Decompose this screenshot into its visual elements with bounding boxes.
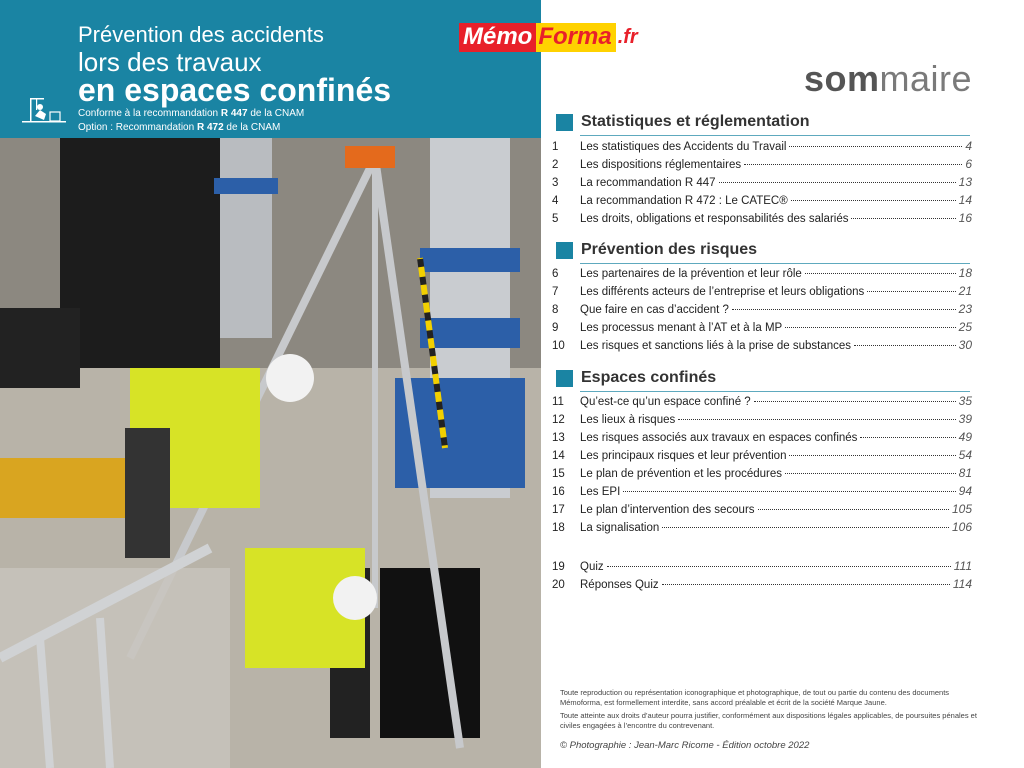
toc-page: 13: [958, 175, 972, 189]
toc-item-4[interactable]: [552, 193, 972, 211]
toc-label: Les droits, obligations et responsabilités des salariés: [580, 213, 849, 225]
toc-label: Les EPI: [580, 486, 621, 498]
toc-page: 16: [958, 211, 972, 225]
toc-number: 8: [552, 304, 559, 316]
logo-forma: Forma: [536, 23, 615, 52]
title-line-2: lors des travaux: [78, 47, 262, 77]
toc-leader: [732, 309, 956, 310]
toc-label: Les partenaires de la prévention et leur rôle: [580, 268, 802, 280]
section-divider: [580, 135, 970, 136]
toc-item-10[interactable]: [552, 338, 972, 356]
toc-page: 35: [958, 394, 972, 408]
toc-leader: [662, 584, 950, 585]
toc-item-16[interactable]: [552, 484, 972, 502]
toc-leader: [789, 146, 962, 147]
toc-number: 18: [552, 522, 565, 534]
toc-label: Qu’est-ce qu’un espace confiné ?: [580, 396, 751, 408]
toc-page: 111: [953, 559, 972, 573]
toc-page: 81: [958, 466, 972, 480]
section-title: Prévention des risques: [581, 241, 758, 258]
toc-item-15[interactable]: [552, 466, 972, 484]
toc-page: 105: [951, 502, 972, 516]
toc-item-5[interactable]: [552, 211, 972, 229]
toc-page: 21: [958, 284, 972, 298]
toc-number: 20: [552, 579, 565, 591]
section-espaces-confines: [556, 369, 716, 387]
toc-page: 49: [958, 430, 972, 444]
section-divider: [580, 263, 970, 264]
toc-label: Que faire en cas d’accident ?: [580, 304, 729, 316]
toc-item-18[interactable]: [552, 520, 972, 538]
title-banner: [0, 0, 541, 138]
toc-number: 1: [552, 141, 559, 153]
legal-notice-1: Toute reproduction ou représentation iconographique et photographique, de tout ou partie du contenu des documents Mémoforma, est formellement interdite, sans accord préalable et écrit de la société Marque Jaune.: [560, 688, 950, 707]
toc-leader: [678, 419, 955, 420]
toc-item-17[interactable]: [552, 502, 972, 520]
memoforma-logo: [459, 22, 638, 52]
toc-number: 14: [552, 450, 565, 462]
toc-label: Les risques et sanctions liés à la prise de substances: [580, 340, 852, 352]
toc-page: 39: [958, 412, 972, 426]
toc-leader: [854, 345, 956, 346]
title-line-3: en espaces confinés: [78, 72, 392, 108]
toc-leader: [805, 273, 956, 274]
toc-leader: [607, 566, 951, 567]
title-line-1: Prévention des accidents: [78, 22, 324, 47]
toc-leader: [789, 455, 955, 456]
toc-item-14[interactable]: [552, 448, 972, 466]
toc-page: 94: [958, 484, 972, 498]
toc-number: 4: [552, 195, 559, 207]
toc-page: 6: [965, 157, 972, 171]
section-marker-icon: [556, 242, 573, 259]
toc-number: 3: [552, 177, 559, 189]
toc-page: 14: [958, 193, 972, 207]
toc-number: 12: [552, 414, 565, 426]
section-statistiques: [556, 113, 810, 131]
toc-label: Les principaux risques et leur prévention: [580, 450, 787, 462]
toc-label: La recommandation R 472 : Le CATEC®: [580, 195, 788, 207]
toc-number: 11: [552, 396, 564, 408]
toc-page: 4: [965, 139, 972, 153]
toc-item-8[interactable]: [552, 302, 972, 320]
toc-item-11[interactable]: [552, 394, 972, 412]
toc-number: 17: [552, 504, 565, 516]
section-divider: [580, 391, 970, 392]
toc-number: 6: [552, 268, 559, 280]
toc-number: 19: [552, 561, 565, 573]
cover-photo: [0, 138, 541, 768]
toc-leader: [860, 437, 955, 438]
toc-item-1[interactable]: [552, 139, 972, 157]
photo-credit: © Photographie : Jean-Marc Ricome - Édition octobre 2022: [560, 740, 810, 751]
toc-label: Le plan d’intervention des secours: [580, 504, 755, 516]
section-marker-icon: [556, 370, 573, 387]
toc-item-12[interactable]: [552, 412, 972, 430]
logo-tld: .fr: [617, 25, 638, 48]
toc-label: Les processus menant à l’AT et à la MP: [580, 322, 783, 334]
toc-leader: [791, 200, 956, 201]
toc-label: Réponses Quiz: [580, 579, 659, 591]
option-note: Option : Recommandation R 472 de la CNAM: [78, 122, 281, 133]
toc-item-13[interactable]: [552, 430, 972, 448]
toc-label: Les différents acteurs de l’entreprise et leurs obligations: [580, 286, 865, 298]
toc-item-7[interactable]: [552, 284, 972, 302]
toc-page: 106: [951, 520, 972, 534]
toc-item-20[interactable]: [552, 577, 972, 595]
toc-page: 25: [958, 320, 972, 334]
toc-item-9[interactable]: [552, 320, 972, 338]
toc-label: Les lieux à risques: [580, 414, 676, 426]
logo-memo: Mémo: [459, 23, 536, 52]
toc-number: 13: [552, 432, 565, 444]
toc-item-19[interactable]: [552, 559, 972, 577]
section-title: Statistiques et réglementation: [581, 113, 810, 130]
section-prevention: [556, 241, 757, 259]
toc-number: 10: [552, 340, 565, 352]
section-title: Espaces confinés: [581, 369, 717, 386]
toc-label: Les statistiques des Accidents du Travail: [580, 141, 787, 153]
toc-number: 2: [552, 159, 559, 171]
toc-leader: [785, 473, 956, 474]
toc-number: 16: [552, 486, 565, 498]
toc-leader: [623, 491, 955, 492]
toc-label: La recommandation R 447: [580, 177, 716, 189]
toc-page: 54: [958, 448, 972, 462]
toc-number: 7: [552, 286, 559, 298]
toc-page: 23: [958, 302, 972, 316]
toc-item-2[interactable]: [552, 157, 972, 175]
sommaire-heading: sommaire: [803, 58, 972, 99]
toc-page: 30: [958, 338, 972, 352]
toc-number: 15: [552, 468, 565, 480]
toc-label: Les risques associés aux travaux en espaces confinés: [580, 432, 858, 444]
legal-notice-2: Toute atteinte aux droits d’auteur pourra justifier, conformément aux dispositions légales applicables, de poursuites pénales et civiles engagées à l’encontre du contrevenant.: [560, 711, 977, 730]
toc-leader: [662, 527, 949, 528]
toc-leader: [744, 164, 962, 165]
toc-label: Le plan de prévention et les procédures: [580, 468, 783, 480]
toc-leader: [758, 509, 949, 510]
toc-item-3[interactable]: [552, 175, 972, 193]
toc-leader: [719, 182, 956, 183]
toc-number: 5: [552, 213, 559, 225]
toc-leader: [785, 327, 955, 328]
conformity-note: Conforme à la recommandation R 447 de la CNAM: [78, 108, 305, 119]
toc-leader: [754, 401, 956, 402]
toc-number: 9: [552, 322, 559, 334]
toc-item-6[interactable]: [552, 266, 972, 284]
toc-page: 18: [958, 266, 972, 280]
toc-label: La signalisation: [580, 522, 660, 534]
toc-label: Les dispositions réglementaires: [580, 159, 742, 171]
confined-space-worker-icon: [22, 94, 66, 124]
toc-page: 114: [952, 577, 972, 591]
toc-label: Quiz: [580, 561, 604, 573]
section-marker-icon: [556, 114, 573, 131]
toc-leader: [851, 218, 955, 219]
toc-leader: [867, 291, 955, 292]
